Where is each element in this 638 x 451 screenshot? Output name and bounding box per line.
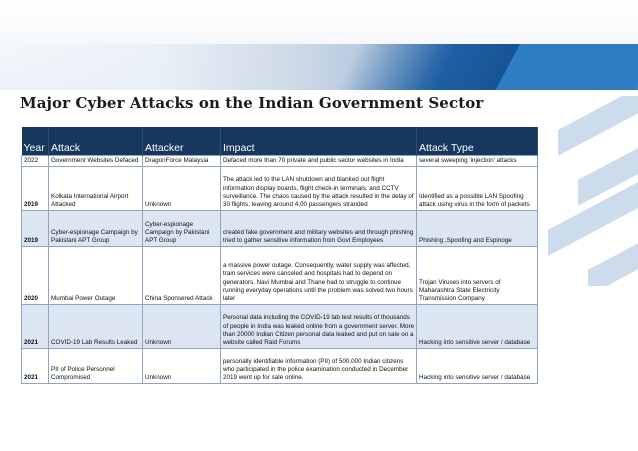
attack-cell: Kolkata International Airport Attacked bbox=[49, 167, 143, 211]
attacker-cell: China Sponsered Attack bbox=[143, 247, 221, 305]
year-cell: 2019 bbox=[22, 167, 49, 211]
attack-type-cell: Hacking into sensitive server / database bbox=[417, 305, 538, 349]
header-year: Year bbox=[22, 127, 49, 156]
impact-cell: a massive power outage. Consequently, water supply was affected, train services were canceled and hospitals had to depend on generators. Navi Mumbai and Thane had to struggle to continue running everyday operations until the problem was solved two hours later bbox=[221, 247, 417, 305]
header-attack: Attack bbox=[49, 127, 143, 156]
attack-cell: Cyber-espionage Campaign by Pakistani APT Group bbox=[49, 211, 143, 247]
table-row bbox=[22, 156, 538, 167]
attack-cell: PII of Police Personnel Compromised bbox=[49, 349, 143, 384]
table-row bbox=[22, 305, 538, 349]
attacker-cell: Unknown bbox=[143, 305, 221, 349]
attack-type-cell: Identified as a possible LAN Spoofing attack using virus in the form of packets bbox=[417, 167, 538, 211]
attack-cell: Mumbai Power Outage bbox=[49, 247, 143, 305]
attack-type-cell: several sweeping 'injection' attacks bbox=[417, 156, 538, 167]
impact-cell: Personal data including the COVID-19 lab test results of thousands of people in India was leaked online from a government server. More than 20000 Indian Citizen personal data leaked and put on sale on a website called Raid Forums bbox=[221, 305, 417, 349]
year-cell: 2019 bbox=[22, 211, 49, 247]
header-banner bbox=[0, 0, 638, 90]
table-header-row bbox=[22, 127, 538, 156]
attack-type-cell: Phishing ,Spoofing and Espinoge bbox=[417, 211, 538, 247]
impact-cell: created fake government and military websites and through phishing tried to gather sensitive information from Govt Employees bbox=[221, 211, 417, 247]
attacks-table bbox=[21, 127, 538, 384]
header-attacker: Attacker bbox=[143, 127, 221, 156]
attack-type-cell: Hacking into sensitive server / database bbox=[417, 349, 538, 384]
year-cell: 2021 bbox=[22, 305, 49, 349]
attacker-cell: Unknown bbox=[143, 349, 221, 384]
decorative-accent bbox=[538, 96, 638, 286]
impact-cell: Defaced more than 70 private and public sector websites in India bbox=[221, 156, 417, 167]
year-cell: 2021 bbox=[22, 349, 49, 384]
attack-cell: COVID-19 Lab Results Leaked bbox=[49, 305, 143, 349]
header-impact: Impact bbox=[221, 127, 417, 156]
table-row bbox=[22, 247, 538, 305]
impact-cell: personally identifiable information (PII) of 500,000 Indian citizens who participated in the police examination conducted in December 2019 went up for sale online. bbox=[221, 349, 417, 384]
table-row bbox=[22, 211, 538, 247]
impact-cell: The attack led to the LAN shutdown and blanked out flight information display boards, flight check-in terminals, and CCTV surveillance. The chaos caused by the attack resulted in the delay of 30 flights, leaving around 4,00 passengers stranded bbox=[221, 167, 417, 211]
attack-type-cell: Trojan Viruses into servers of Maharashtra State Electricity Transmission Company bbox=[417, 247, 538, 305]
attacker-cell: DragonForce Malaysia bbox=[143, 156, 221, 167]
attacker-cell: Unknown bbox=[143, 167, 221, 211]
year-cell: 2022 bbox=[22, 156, 49, 167]
attack-cell: Government Websites Defaced bbox=[49, 156, 143, 167]
table-row bbox=[22, 349, 538, 384]
attacker-cell: Cyber-espionage Campaign by Pakistani APT Group bbox=[143, 211, 221, 247]
year-cell: 2020 bbox=[22, 247, 49, 305]
slide-title: Major Cyber Attacks on the Indian Government Sector bbox=[20, 94, 484, 112]
header-attack-type: Attack Type bbox=[417, 127, 538, 156]
table-row bbox=[22, 167, 538, 211]
banner-light-stripe bbox=[496, 44, 638, 90]
